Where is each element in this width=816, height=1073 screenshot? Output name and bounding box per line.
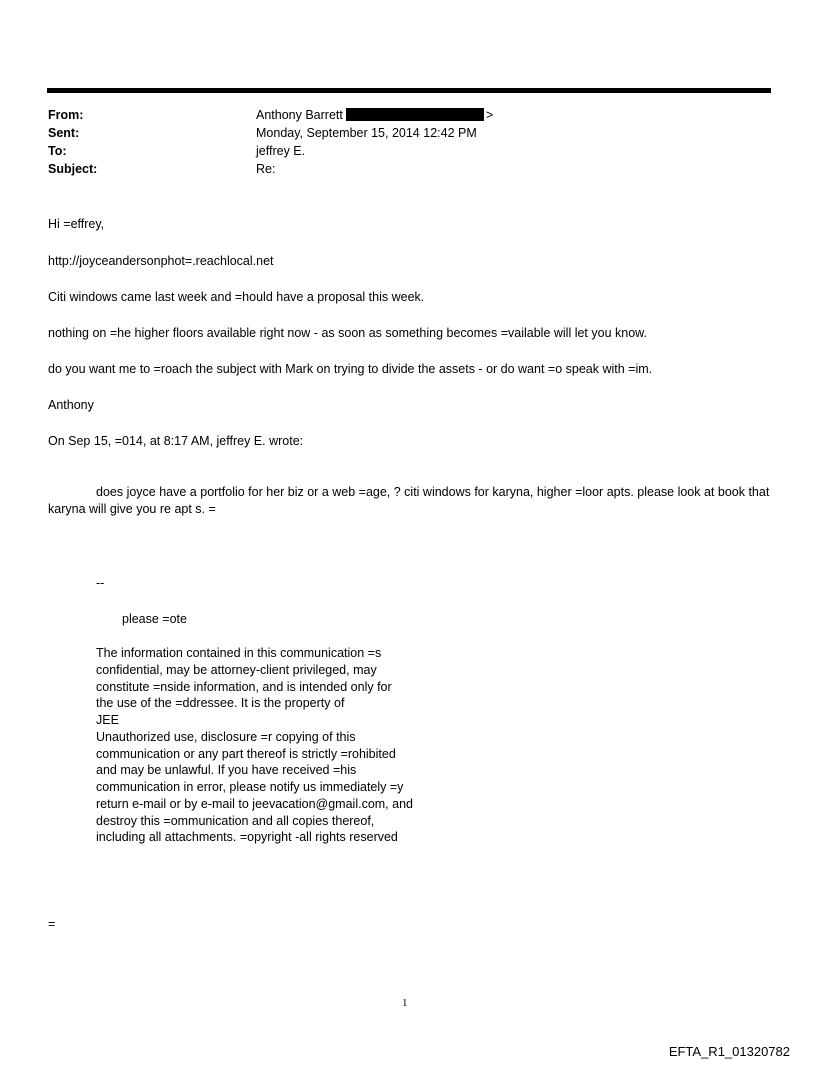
sent-value: Monday, September 15, 2014 12:42 PM bbox=[256, 126, 477, 140]
trailing-equals: = bbox=[48, 917, 56, 931]
page-number: 1 bbox=[402, 997, 408, 1009]
document-id: EFTA_R1_01320782 bbox=[668, 1044, 790, 1059]
subject-value: Re: bbox=[256, 162, 276, 176]
from-suffix: > bbox=[485, 108, 494, 122]
body-line-3: do you want me to =roach the subject with Mark on trying to divide the assets - or do want =o speak with =im. bbox=[48, 362, 653, 376]
disclaimer-line: JEE bbox=[96, 713, 119, 727]
disclaimer-line: including all attachments. =opyright -all rights reserved bbox=[96, 830, 398, 845]
from-value bbox=[256, 107, 493, 124]
quote-header: On Sep 15, =014, at 8:17 AM, jeffrey E. wrote: bbox=[48, 434, 304, 448]
subject-label: Subject: bbox=[48, 162, 98, 176]
disclaimer-line: the use of the =ddressee. It is the property of bbox=[96, 696, 345, 711]
disclaimer-line: communication or any part thereof is strictly =rohibited bbox=[96, 746, 396, 761]
redaction-bar bbox=[346, 108, 484, 121]
quoted-message: does joyce have a portfolio for her biz or a web =age, ? citi windows for karyna, higher =loor apts. please look at book that karyna will give you re apt s. = bbox=[48, 485, 770, 517]
to-value: jeffrey E. bbox=[256, 144, 306, 158]
to-label: To: bbox=[48, 144, 67, 158]
sent-label: Sent: bbox=[48, 126, 80, 140]
sent-row bbox=[48, 125, 748, 143]
header-rule bbox=[47, 88, 771, 93]
link-text: http://joyceandersonphot=.reachlocal.net bbox=[48, 254, 274, 268]
sender-name: Anthony Barrett bbox=[256, 108, 343, 122]
disclaimer-line: destroy this =ommunication and all copies thereof, bbox=[96, 813, 375, 828]
disclaimer-line: constitute =nside information, and is intended only for bbox=[96, 679, 392, 694]
greeting: Hi =effrey, bbox=[48, 217, 105, 231]
disclaimer-line: communication in error, please notify us immediately =y bbox=[96, 780, 404, 794]
disclaimer bbox=[96, 645, 456, 846]
to-row bbox=[48, 143, 748, 161]
body-line-2: nothing on =he higher floors available right now - as soon as something becomes =vailable will let you know. bbox=[48, 326, 647, 340]
body-line-1: Citi windows came last week and =hould have a proposal this week. bbox=[48, 290, 425, 304]
signoff: Anthony bbox=[48, 398, 94, 412]
from-row bbox=[48, 107, 748, 125]
disclaimer-line: Unauthorized use, disclosure =r copying of this bbox=[96, 729, 356, 744]
from-label: From: bbox=[48, 108, 84, 122]
disclaimer-line: and may be unlawful. If you have received =his bbox=[96, 763, 357, 778]
email-header bbox=[48, 107, 748, 179]
disclaimer-line: return e-mail or by e-mail to jeevacation@gmail.com, and bbox=[96, 796, 413, 811]
please-note: please =ote bbox=[122, 612, 187, 626]
subject-row bbox=[48, 161, 748, 179]
disclaimer-line: confidential, may be attorney-client privileged, may bbox=[96, 662, 377, 677]
signature-dash: -- bbox=[96, 576, 105, 590]
disclaimer-line: The information contained in this communication =s bbox=[96, 646, 382, 660]
